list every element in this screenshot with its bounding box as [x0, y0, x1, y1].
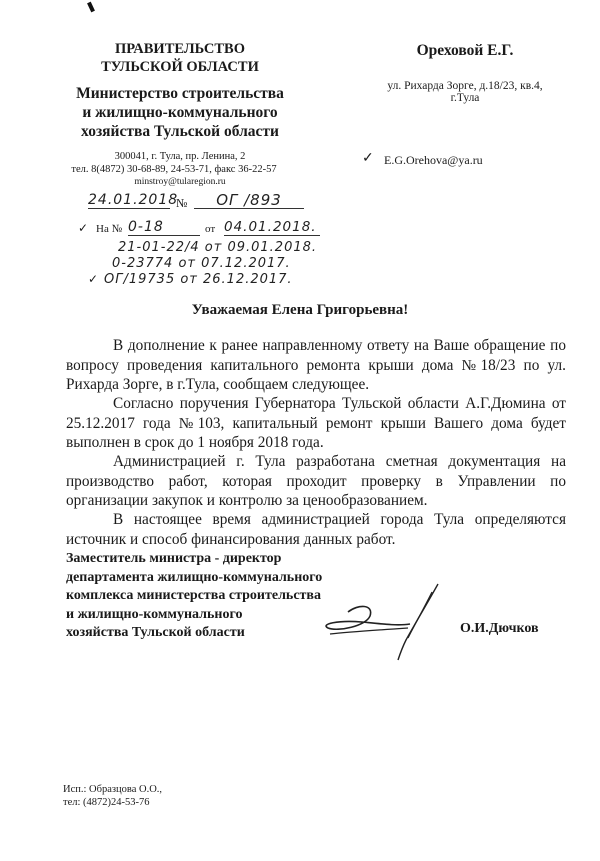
sender-contacts: [70, 151, 290, 189]
recipient-email: E.G.Orehova@ya.ru: [384, 153, 483, 167]
government-line-2: ТУЛЬСКОЙ ОБЛАСТИ: [101, 59, 259, 75]
recipient-name: Ореховой Е.Г.: [416, 42, 514, 59]
government-line-1: ПРАВИТЕЛЬСТВО: [115, 41, 245, 57]
extra-ref-2: 0-23774 от 07.12.2017.: [112, 256, 291, 271]
signatory-title: [66, 550, 322, 643]
recipient-block: [350, 42, 580, 104]
signatory-title-line-1: Заместитель министра - директор: [66, 551, 282, 566]
ministry-title: [70, 84, 290, 141]
signatory-title-line-2: департамента жилищно-коммунального: [66, 569, 323, 585]
executor-phone: тел: (4872)24-53-76: [63, 797, 150, 808]
ministry-line-3: хозяйства Тульской области: [81, 123, 279, 140]
check-icon: ✓: [362, 151, 374, 166]
ref-date: 04.01.2018.: [224, 220, 320, 236]
government-title: [70, 40, 290, 76]
executor-info: [63, 783, 162, 809]
ref-number: 0-18: [128, 220, 200, 236]
signatory-name: О.И.Дючков: [460, 621, 539, 636]
ref-label: На №: [96, 223, 123, 235]
number-label: №: [176, 196, 188, 210]
ministry-line-1: Министерство строительства: [76, 85, 284, 102]
check-icon: ✓: [78, 221, 89, 235]
ref-from-label: от: [205, 223, 216, 235]
paragraph-1: В дополнение к ранее направленному ответу на Ваше обращение по вопросу проведения капитального ремонта крыши дома №18/23 по ул. Рихарда Зорге, в г.Тула, сообщаем следующее.: [66, 337, 566, 393]
registration-number: ОГ /893: [194, 193, 304, 209]
check-icon: ✓: [88, 272, 99, 286]
scan-artifact: [87, 2, 95, 13]
registration-line: [88, 193, 318, 213]
recipient-address-1: ул. Рихарда Зорге, д.18/23, кв.4,: [387, 80, 543, 92]
signatory-title-line-3: комплекса министерства строительства: [66, 588, 321, 603]
handwritten-signature: [318, 582, 448, 662]
salutation: Уважаемая Елена Григорьевна!: [191, 302, 409, 318]
ministry-line-2: и жилищно-коммунального: [82, 104, 278, 121]
sender-email: minstroy@tularegion.ru: [134, 177, 226, 187]
signatory-title-line-5: хозяйства Тульской области: [66, 625, 245, 640]
registration-date: 24.01.2018: [88, 192, 179, 208]
executor-name: Исп.: Образцова О.О.,: [63, 784, 163, 795]
signatory-title-line-4: и жилищно-коммунального: [66, 606, 243, 622]
extra-ref-1: 21-01-22/4 от 09.01.2018.: [118, 240, 318, 255]
sender-phone: тел. 8(4872) 30-68-89, 24-53-71, факс 36-22-57: [71, 163, 277, 175]
sender-block: [70, 40, 290, 141]
recipient-address-2: г.Тула: [450, 92, 480, 104]
paragraph-4: В настоящее время администрацией города Тула определяются источник и способ финансирования данных работ.: [66, 511, 566, 548]
sender-address: 300041, г. Тула, пр. Ленина, 2: [114, 151, 246, 162]
paragraph-2: Согласно поручения Губернатора Тульской области А.Г.Дюмина от 25.12.2017 года №103, капитальный ремонт крыши Вашего дома будет выполнен в срок до 1 ноября 2018 года.: [66, 395, 566, 451]
extra-ref-3: ОГ/19735 от 26.12.2017.: [104, 272, 293, 287]
reference-line: [78, 220, 328, 238]
paragraph-3: Администрацией г. Тула разработана сметная документация на производство работ, которая проходит проверку в Управлении по организации закупок и контролю за ценообразованием.: [66, 453, 566, 509]
